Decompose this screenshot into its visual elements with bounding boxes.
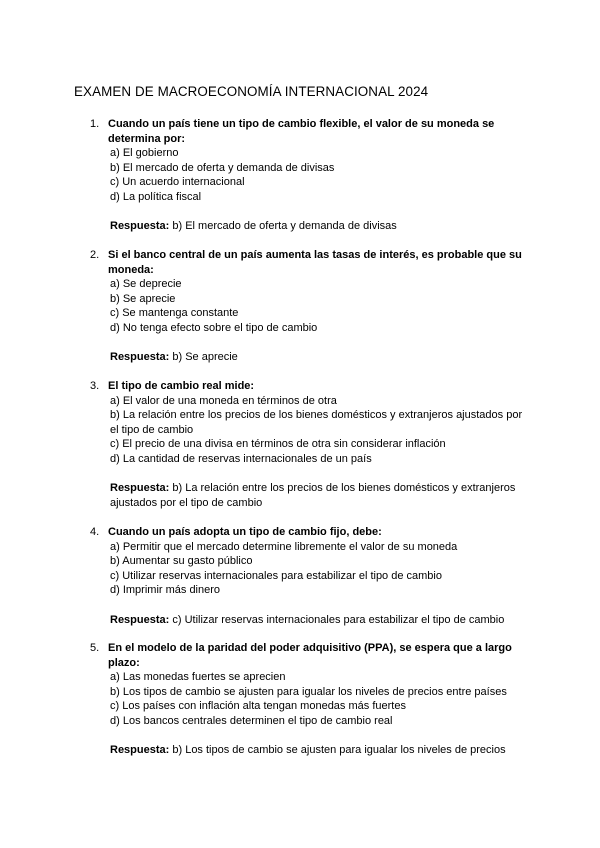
question-4 (90, 525, 530, 627)
option-c: c) Los países con inflación alta tengan monedas más fuertes (110, 700, 406, 713)
option-c: c) Un acuerdo internacional (110, 176, 245, 189)
option-d: d) Los bancos centrales determinen el tipo de cambio real (110, 714, 393, 727)
question-number: 4. (90, 526, 100, 538)
option-c: c) Utilizar reservas internacionales para estabilizar el tipo de cambio (110, 569, 442, 582)
answer (110, 219, 530, 234)
option-a: a) Se deprecie (110, 278, 182, 291)
question-3 (90, 379, 530, 510)
option-a: a) El gobierno (110, 147, 179, 160)
option-b: b) Los tipos de cambio se ajusten para igualar los niveles de precios entre países (110, 685, 507, 698)
question-text: El tipo de cambio real mide: (108, 380, 255, 392)
question-text: Cuando un país adopta un tipo de cambio fijo, debe: (108, 526, 382, 538)
answer-text: b) El mercado de oferta y demanda de divisas (172, 220, 397, 233)
option-c: c) Se mantenga constante (110, 307, 239, 320)
options-list (110, 670, 530, 728)
option-b: b) Aumentar su gasto público (110, 555, 253, 568)
option-d: d) La cantidad de reservas internacionales de un país (110, 452, 372, 465)
option-a: a) El valor de una moneda en términos de otra (110, 394, 337, 407)
question-text: En el modelo de la paridad del poder adquisitivo (PPA), se espera que a largo plazo: (108, 642, 512, 669)
options-list (110, 394, 530, 467)
option-b: b) La relación entre los precios de los bienes domésticos y extranjeros ajustados por el tipo de cambio (110, 409, 523, 436)
question-number: 1. (90, 118, 100, 130)
option-b: b) El mercado de oferta y demanda de divisas (110, 161, 335, 174)
options-list (110, 277, 530, 335)
page-title: EXAMEN DE MACROECONOMÍA INTERNACIONAL 2024 (74, 84, 429, 99)
question-text: Si el banco central de un país aumenta las tasas de interés, es probable que su moneda: (108, 249, 522, 276)
question-1 (90, 117, 530, 234)
options-list (110, 540, 530, 598)
question-2 (90, 248, 530, 365)
answer-label: Respuesta: (110, 482, 170, 495)
option-d: d) No tenga efecto sobre el tipo de cambio (110, 321, 318, 334)
options-list (110, 146, 530, 204)
answer (110, 743, 530, 758)
answer (110, 350, 530, 365)
option-a: a) Las monedas fuertes se aprecien (110, 671, 286, 684)
question-5 (90, 641, 530, 758)
answer-label: Respuesta: (110, 220, 170, 233)
option-c: c) El precio de una divisa en términos de otra sin considerar inflación (110, 438, 446, 451)
question-number: 3. (90, 380, 100, 392)
question-number: 2. (90, 249, 100, 261)
answer-label: Respuesta: (110, 351, 170, 364)
option-b: b) Se aprecie (110, 292, 176, 305)
answer (110, 613, 530, 628)
question-text: Cuando un país tiene un tipo de cambio flexible, el valor de su moneda se determina por: (108, 118, 495, 145)
answer-text: b) Se aprecie (172, 351, 238, 364)
answer-text: b) Los tipos de cambio se ajusten para igualar los niveles de precios (172, 744, 506, 757)
option-a: a) Permitir que el mercado determine libremente el valor de su moneda (110, 540, 458, 553)
option-d: d) Imprimir más dinero (110, 584, 221, 597)
answer-text: b) La relación entre los precios de los bienes domésticos y extranjeros ajustados por el tipo de cambio (110, 482, 516, 509)
answer-label: Respuesta: (110, 613, 170, 626)
answer (110, 481, 530, 510)
answer-text: c) Utilizar reservas internacionales para estabilizar el tipo de cambio (172, 613, 505, 626)
question-number: 5. (90, 642, 100, 654)
answer-label: Respuesta: (110, 744, 170, 757)
option-d: d) La política fiscal (110, 190, 202, 203)
